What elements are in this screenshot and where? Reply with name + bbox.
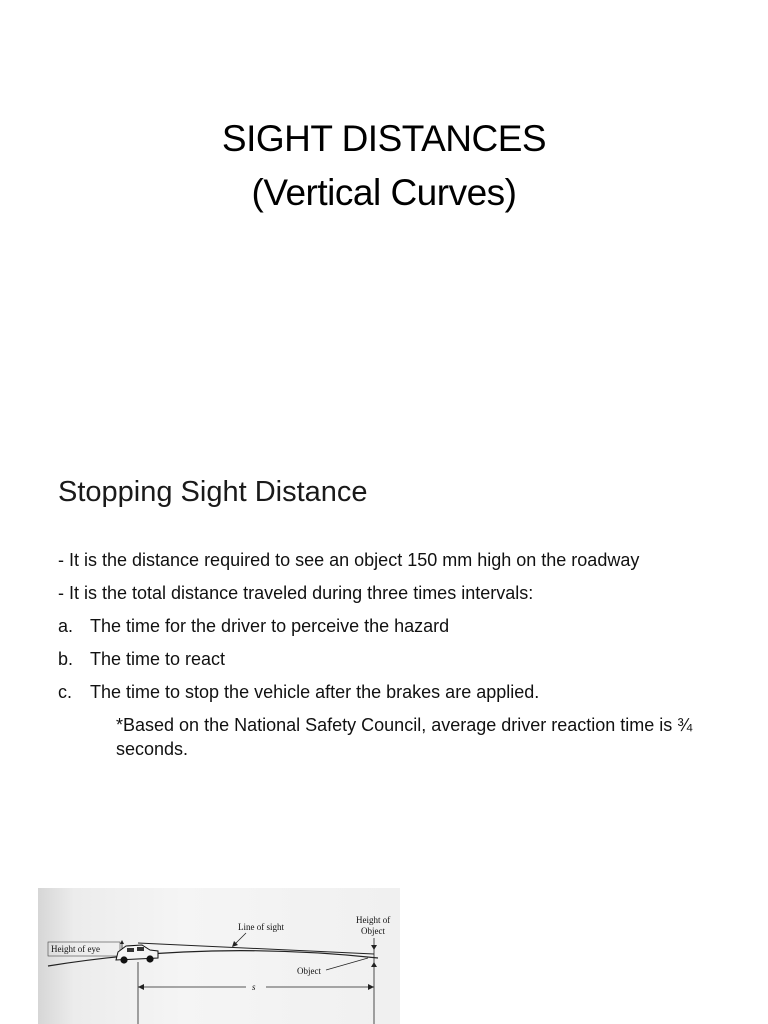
distance-arrow-head-right <box>368 984 374 990</box>
height-of-object-label-2: Object <box>361 926 385 936</box>
list-marker: b. <box>58 649 74 669</box>
line-of-sight-label: Line of sight <box>238 922 284 932</box>
list-marker: c. <box>58 682 73 702</box>
title-line-1: SIGHT DISTANCES <box>221 118 547 159</box>
list-item-text: The time to stop the vehicle after the brakes are applied. <box>90 682 540 702</box>
height-of-object-label-1: Height of <box>356 915 391 925</box>
list-item-text: The time for the driver to perceive the hazard <box>90 616 450 636</box>
list-item <box>58 614 708 638</box>
list-item-text: The time to react <box>90 649 226 669</box>
content-body <box>58 548 708 761</box>
object-label: Object <box>297 966 321 976</box>
list-item <box>58 680 708 704</box>
reaction-time-note: *Based on the National Safety Council, average driver reaction time is ¾ seconds. <box>116 715 693 759</box>
list-marker: a. <box>58 616 74 636</box>
paragraph-definition: - It is the distance required to see an object 150 mm high on the roadway <box>58 550 640 570</box>
list-item <box>58 647 708 671</box>
eye-arrow-head-up <box>120 940 124 944</box>
diagram-svg <box>38 888 400 1024</box>
sight-distance-diagram <box>38 888 400 1024</box>
slide-title <box>0 112 768 220</box>
height-of-eye-label: Height of eye <box>51 944 100 954</box>
distance-arrow-head-left <box>138 984 144 990</box>
distance-s-label: s <box>252 982 256 992</box>
paragraph-intervals: - It is the total distance traveled during three times intervals: <box>58 583 534 603</box>
title-line-2: (Vertical Curves) <box>251 172 517 213</box>
object-pointer <box>326 958 368 970</box>
object-arrow-head-down <box>371 945 377 950</box>
object-arrow-head-up <box>371 962 377 967</box>
section-heading: Stopping Sight Distance <box>58 476 368 508</box>
